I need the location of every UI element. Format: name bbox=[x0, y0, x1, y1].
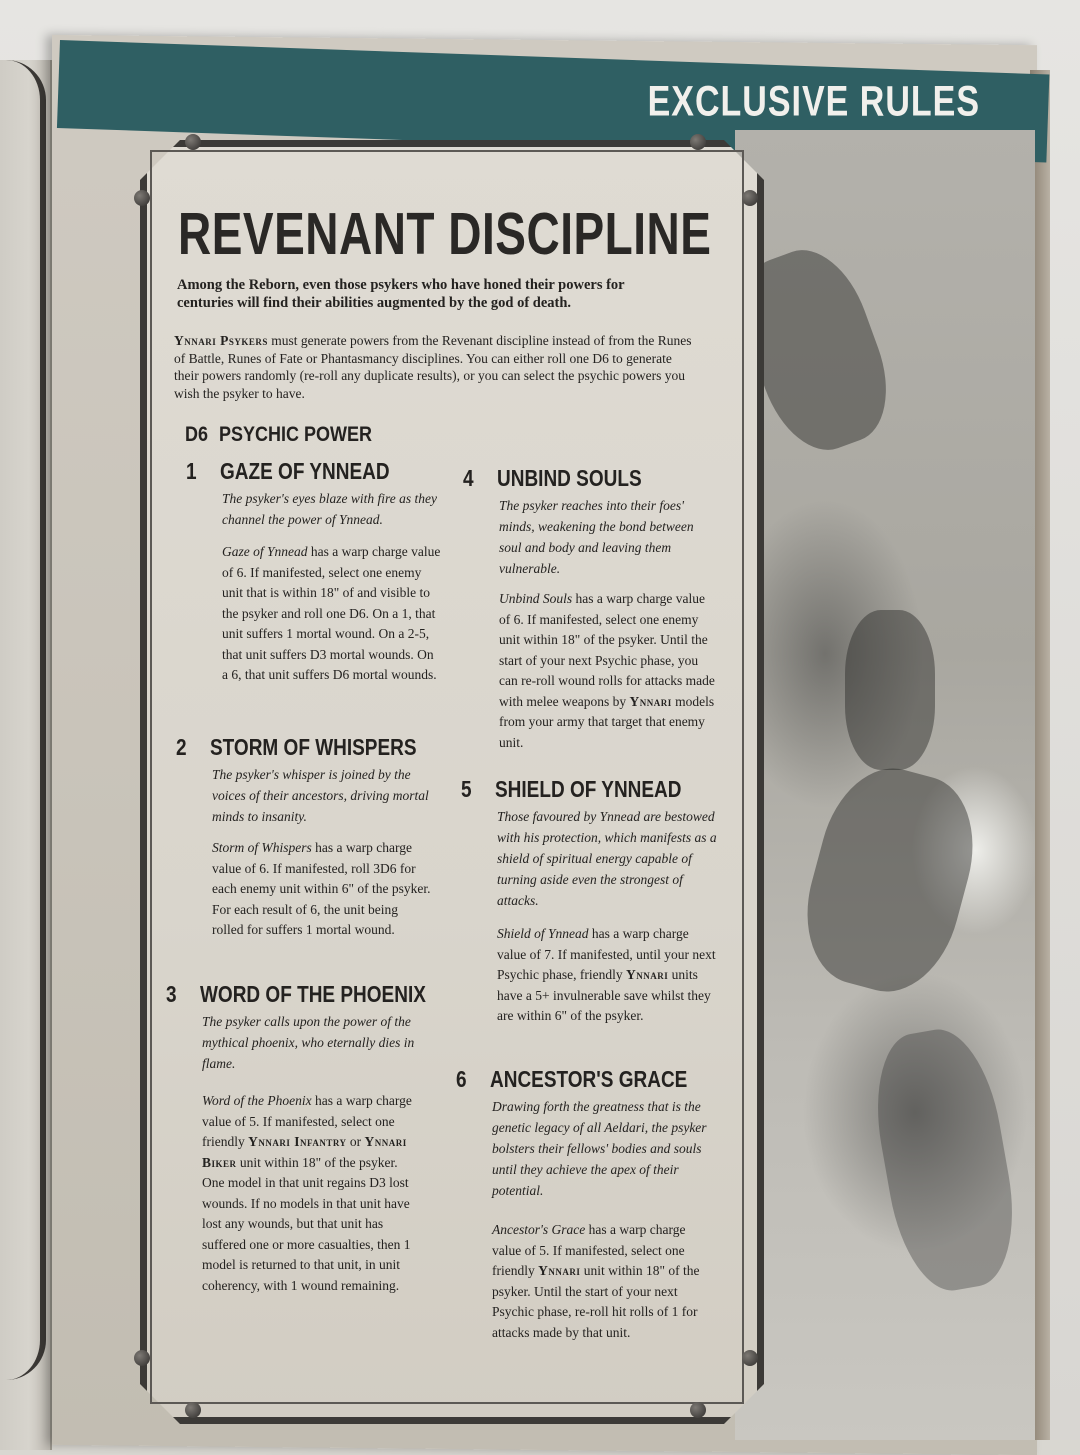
power-flavor: Drawing forth the greatness that is the genetic legacy of all Aeldari, the psyker bolsters their fellows' bodies and souls until they achieve the apex of their potential. bbox=[492, 1099, 707, 1198]
rule-text: or bbox=[346, 1134, 365, 1149]
rule-text: has a warp charge value of 6. If manifested, select one enemy unit that is within 18" of and visible to the psyker and roll one D6. On a 1, that unit suffers 1 mortal wound. On a 2-5, that unit suffers D3 mortal wounds. On a 6, that unit suffers D6 mortal wounds. bbox=[222, 544, 441, 682]
rule-text: units have a 5+ invulnerable save whilst they are within 6" of the psyker. bbox=[497, 967, 711, 1023]
power-number: 3 bbox=[166, 983, 177, 1009]
rule-text: has a warp charge value of 5. If manifested, select one friendly bbox=[492, 1222, 686, 1278]
power-rules bbox=[202, 1091, 422, 1296]
rule-name: Ancestor's Grace bbox=[492, 1222, 586, 1237]
power-rules bbox=[222, 542, 442, 686]
power-number: 2 bbox=[176, 736, 187, 762]
power-number: 1 bbox=[186, 460, 197, 486]
rule-text: unit within 18" of the psyker. One model in that unit regains D3 lost wounds. If no models in that unit have lost any wounds, but that unit has suffered one or more casualties, then 1 model is returned to that unit, in unit coherency, with 1 wound remaining. bbox=[202, 1154, 411, 1293]
power-rules bbox=[492, 1220, 712, 1343]
intro-paragraph bbox=[174, 332, 694, 402]
rule-text: unit within 18" of the psyker. Until the start of your next Psychic phase, re-roll hit rolls of 1 for attacks made by that unit. bbox=[492, 1263, 700, 1340]
rule-text: has a warp charge value of 6. If manifested, select one enemy unit within 18" of the psyker. Until the start of your next Psychic phase, you can re-roll wound rolls for attacks made with melee weapons by bbox=[499, 591, 715, 709]
rule-name: Storm of Whispers bbox=[212, 840, 312, 855]
power-name: STORM OF WHISPERS bbox=[210, 736, 417, 762]
power-name: ANCESTOR'S GRACE bbox=[490, 1068, 688, 1094]
keyword: Ynnari Psykers bbox=[174, 333, 268, 348]
intro-text: must generate powers from the Revenant discipline instead of from the Runes of Battle, Runes of Fate or Phantasmancy disciplines. You can either roll one D6 to generate their powers randomly (re-roll any duplicate results), or you can select the psychic powers you wish the psyker to have. bbox=[174, 333, 692, 401]
power-rules bbox=[212, 838, 432, 941]
power-name: SHIELD OF YNNEAD bbox=[495, 778, 682, 804]
power-name: GAZE OF YNNEAD bbox=[220, 460, 390, 486]
psychic-power-1 bbox=[186, 460, 446, 730]
psychic-power-3 bbox=[166, 983, 446, 1383]
rule-text: models from your army that target that enemy unit. bbox=[499, 693, 715, 750]
rule-name: Unbind Souls bbox=[499, 591, 573, 606]
rule-text: has a warp charge value of 5. If manifested, select one friendly bbox=[202, 1093, 412, 1149]
intro-lead: Among the Reborn, even those psykers who have honed their powers for centuries will find their abilities augmented by the god of death. bbox=[177, 277, 625, 311]
rule-name: Gaze of Ynnead bbox=[222, 544, 308, 559]
keyword: Ynnari bbox=[538, 1263, 581, 1278]
power-flavor: The psyker calls upon the power of the mythical phoenix, who eternally dies in flame. bbox=[202, 1014, 415, 1071]
power-flavor: The psyker reaches into their foes' minds, weakening the bond between soul and body and leaving them vulnerable. bbox=[499, 498, 694, 576]
power-number: 5 bbox=[461, 778, 472, 804]
power-rules bbox=[497, 924, 717, 1027]
psychic-power-5 bbox=[461, 778, 721, 1058]
power-number: 4 bbox=[463, 467, 474, 493]
keyword: Ynnari bbox=[629, 693, 672, 709]
keyword: Ynnari bbox=[625, 967, 669, 982]
table-header bbox=[185, 422, 372, 447]
psychic-power-6 bbox=[456, 1068, 726, 1388]
col-d6: D6 bbox=[185, 422, 209, 446]
keyword: Ynnari Biker bbox=[202, 1134, 407, 1170]
page-title: REVENANT DISCIPLINE bbox=[178, 199, 712, 267]
rule-name: Word of the Phoenix bbox=[202, 1093, 312, 1108]
psychic-power-4 bbox=[463, 467, 723, 767]
rule-text: has a warp charge value of 6. If manifested, roll 3D6 for each enemy unit within 6" of the psyker. For each result of 6, the unit being rolled for suffers 1 mortal wound. bbox=[212, 840, 431, 937]
power-rules bbox=[499, 589, 719, 753]
power-name: WORD OF THE PHOENIX bbox=[200, 983, 426, 1009]
keyword: Ynnari Infantry bbox=[248, 1134, 347, 1149]
col-psychic-power: PSYCHIC POWER bbox=[219, 422, 373, 446]
psychic-power-2 bbox=[176, 736, 446, 966]
rule-name: Shield of Ynnead bbox=[497, 926, 589, 941]
section-label: EXCLUSIVE RULES bbox=[647, 78, 980, 126]
power-flavor: Those favoured by Ynnead are bestowed with his protection, which manifests as a shield of spiritual energy capable of turning aside even the strongest of attacks. bbox=[497, 809, 717, 908]
power-name: UNBIND SOULS bbox=[497, 467, 642, 493]
power-flavor: The psyker's whisper is joined by the voices of their ancestors, driving mortal minds to insanity. bbox=[212, 767, 429, 824]
power-flavor: The psyker's eyes blaze with fire as they channel the power of Ynnead. bbox=[222, 491, 437, 527]
power-number: 6 bbox=[456, 1068, 467, 1094]
rule-text: has a warp charge value of 7. If manifested, until your next Psychic phase, friendly bbox=[497, 926, 716, 982]
